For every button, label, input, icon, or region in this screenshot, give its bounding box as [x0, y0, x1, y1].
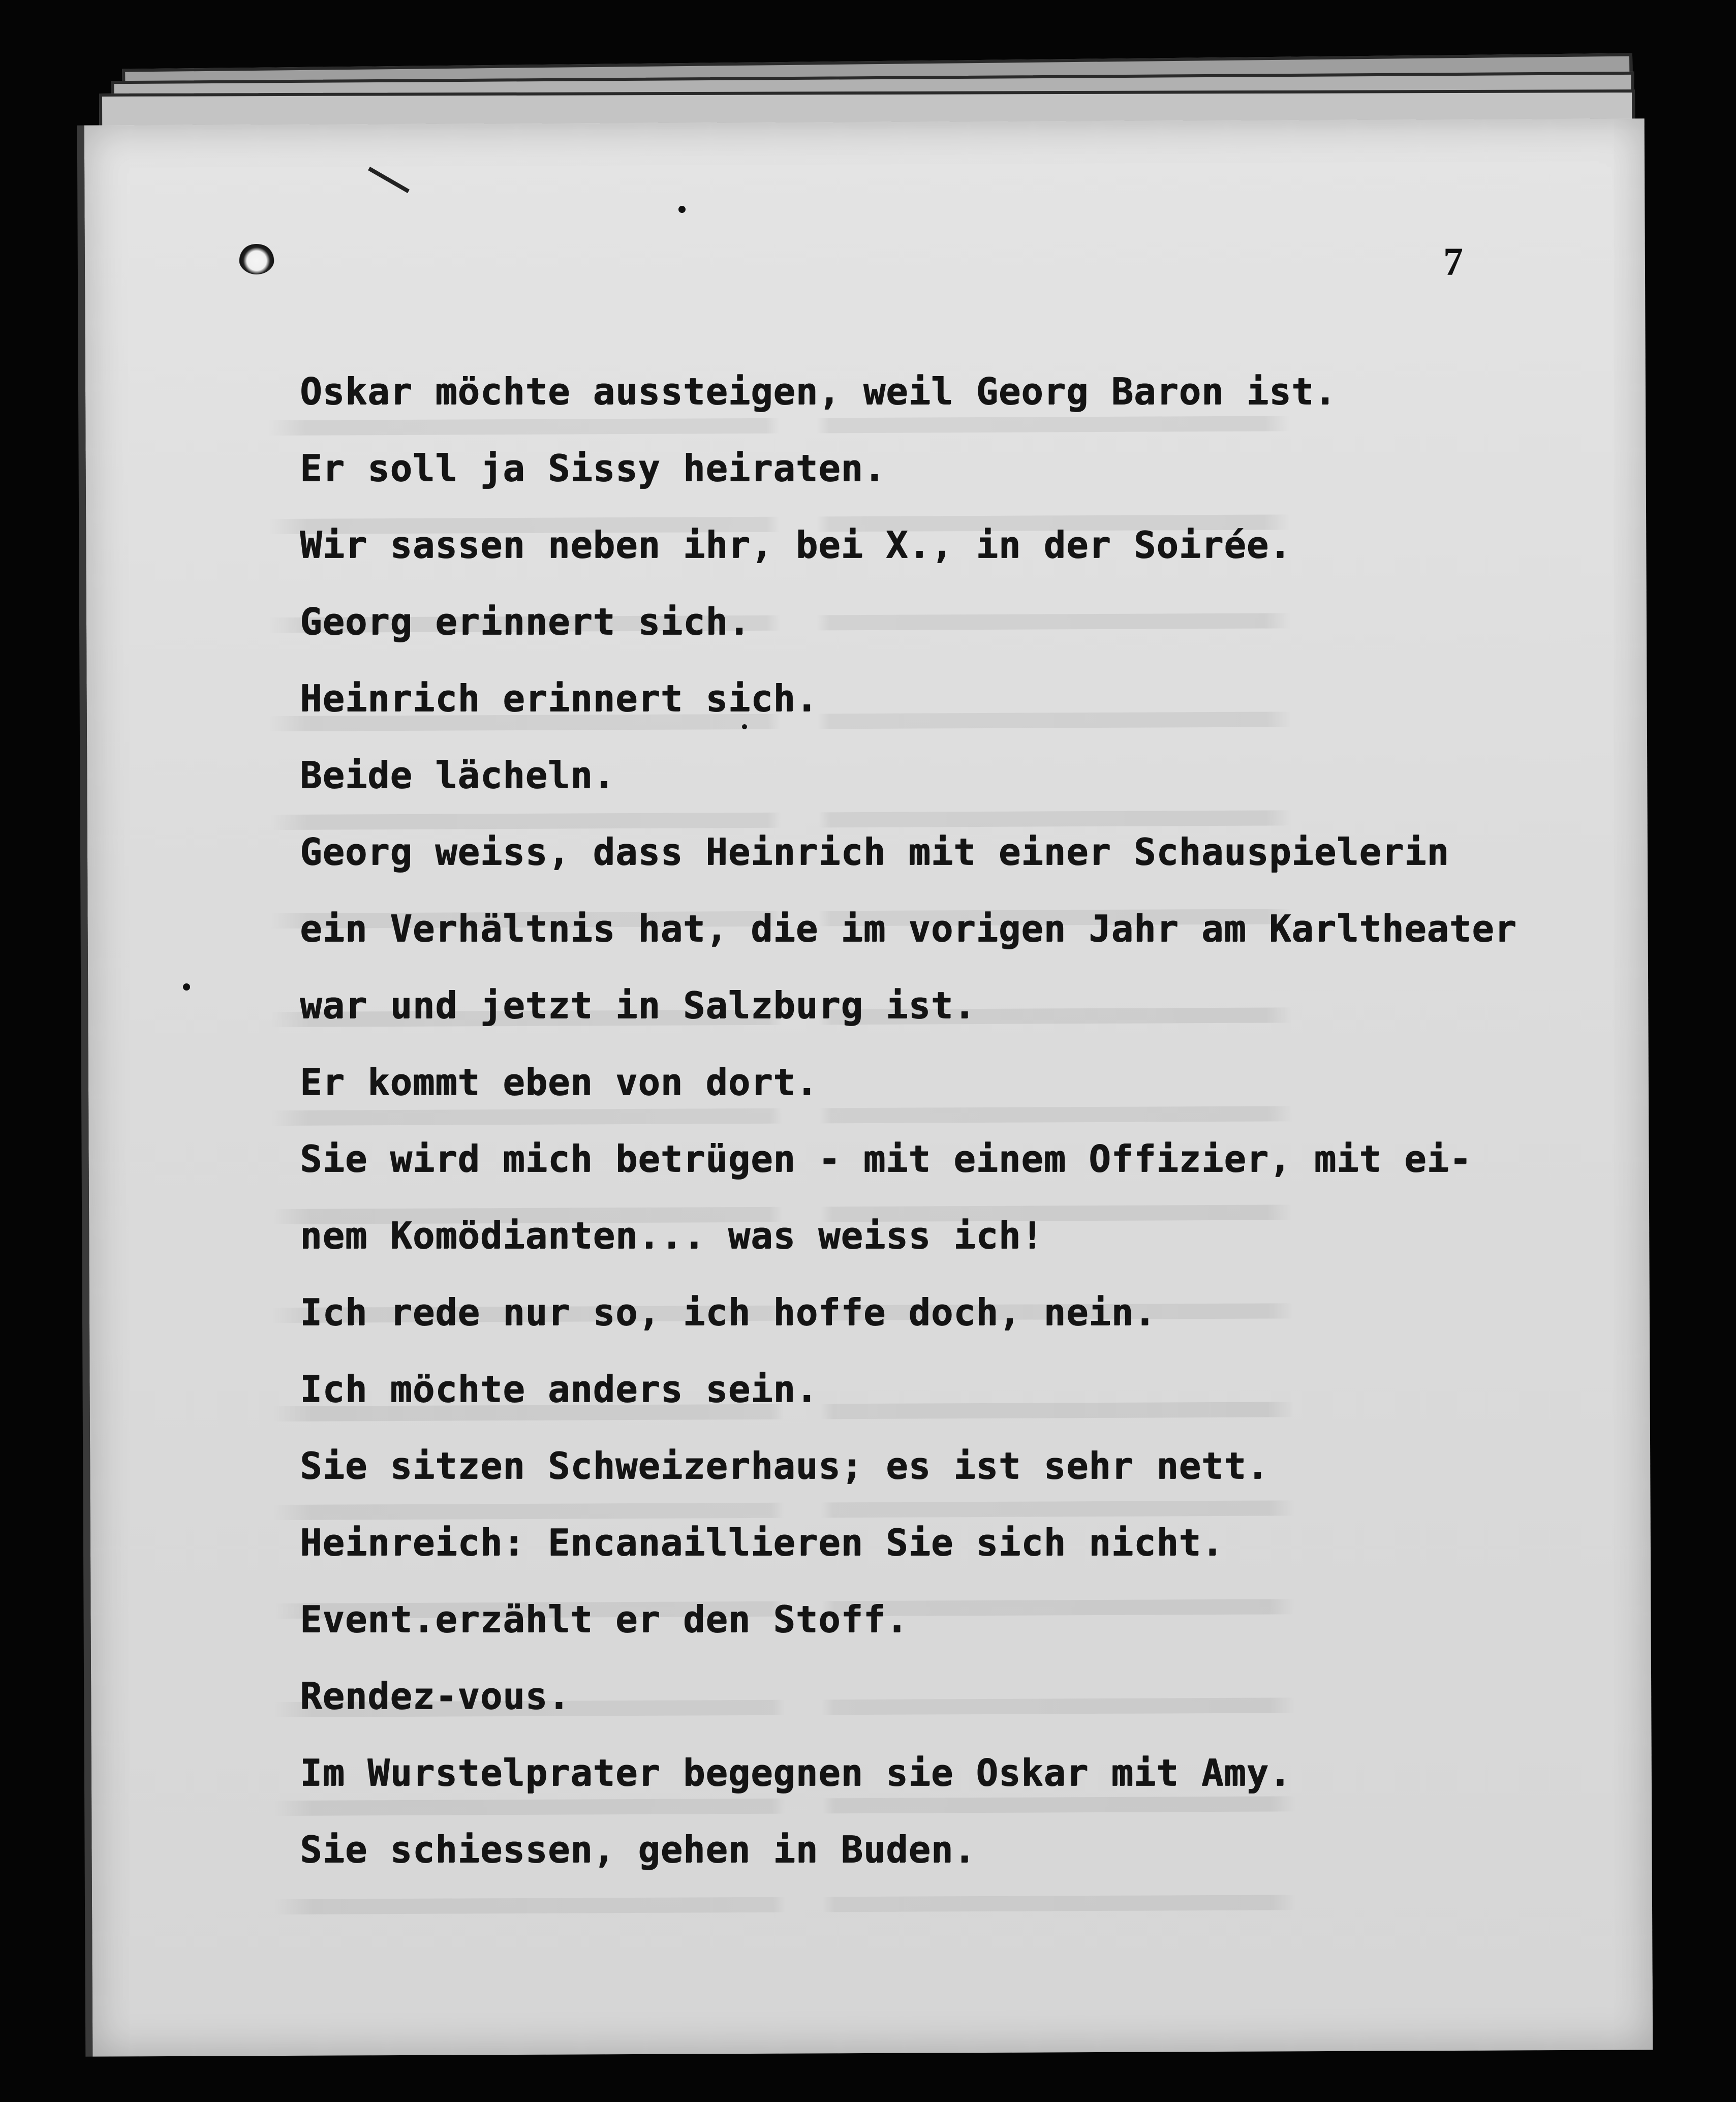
- text-line: Im Wurstelprater begegnen sie Oskar mit Amy.: [300, 1751, 1292, 1794]
- punch-hole: [239, 244, 274, 274]
- typed-text-body: [300, 366, 1631, 1901]
- text-line: Rendez-vous.: [300, 1675, 571, 1717]
- text-line: nem Komödianten... was weiss ich!: [300, 1214, 1044, 1257]
- text-line: Event.erzählt er den Stoff.: [300, 1598, 909, 1641]
- text-line: Heinrich erinnert sich.: [300, 677, 818, 720]
- text-line: war und jetzt in Salzburg ist.: [300, 984, 976, 1027]
- text-line: Er soll ja Sissy heiraten.: [300, 447, 886, 489]
- text-line: Ich rede nur so, ich hoffe doch, nein.: [300, 1291, 1157, 1334]
- text-line: Oskar möchte aussteigen, weil Georg Baron ist.: [300, 370, 1337, 413]
- text-line: Sie wird mich betrügen - mit einem Offizier, mit ei-: [300, 1137, 1472, 1180]
- text-line: Heinreich: Encanaillieren Sie sich nicht.: [300, 1521, 1224, 1564]
- text-line: Er kommt eben von dort.: [300, 1061, 818, 1103]
- text-line: Sie schiessen, gehen in Buden.: [300, 1828, 976, 1871]
- text-line: Wir sassen neben ihr, bei X., in der Soirée.: [300, 523, 1292, 566]
- ink-speck: [183, 983, 190, 991]
- text-line: ein Verhältnis hat, die im vorigen Jahr am Karltheater: [300, 907, 1517, 950]
- page-number: 7: [1443, 239, 1463, 284]
- text-line: Sie sitzen Schweizerhaus; es ist sehr nett.: [300, 1444, 1269, 1487]
- text-line: Georg erinnert sich.: [300, 600, 751, 643]
- text-line: Georg weiss, dass Heinrich mit einer Schauspielerin: [300, 830, 1449, 873]
- ink-speck: [678, 206, 686, 213]
- text-line: Ich möchte anders sein.: [300, 1368, 818, 1410]
- text-line: Beide lächeln.: [300, 754, 615, 796]
